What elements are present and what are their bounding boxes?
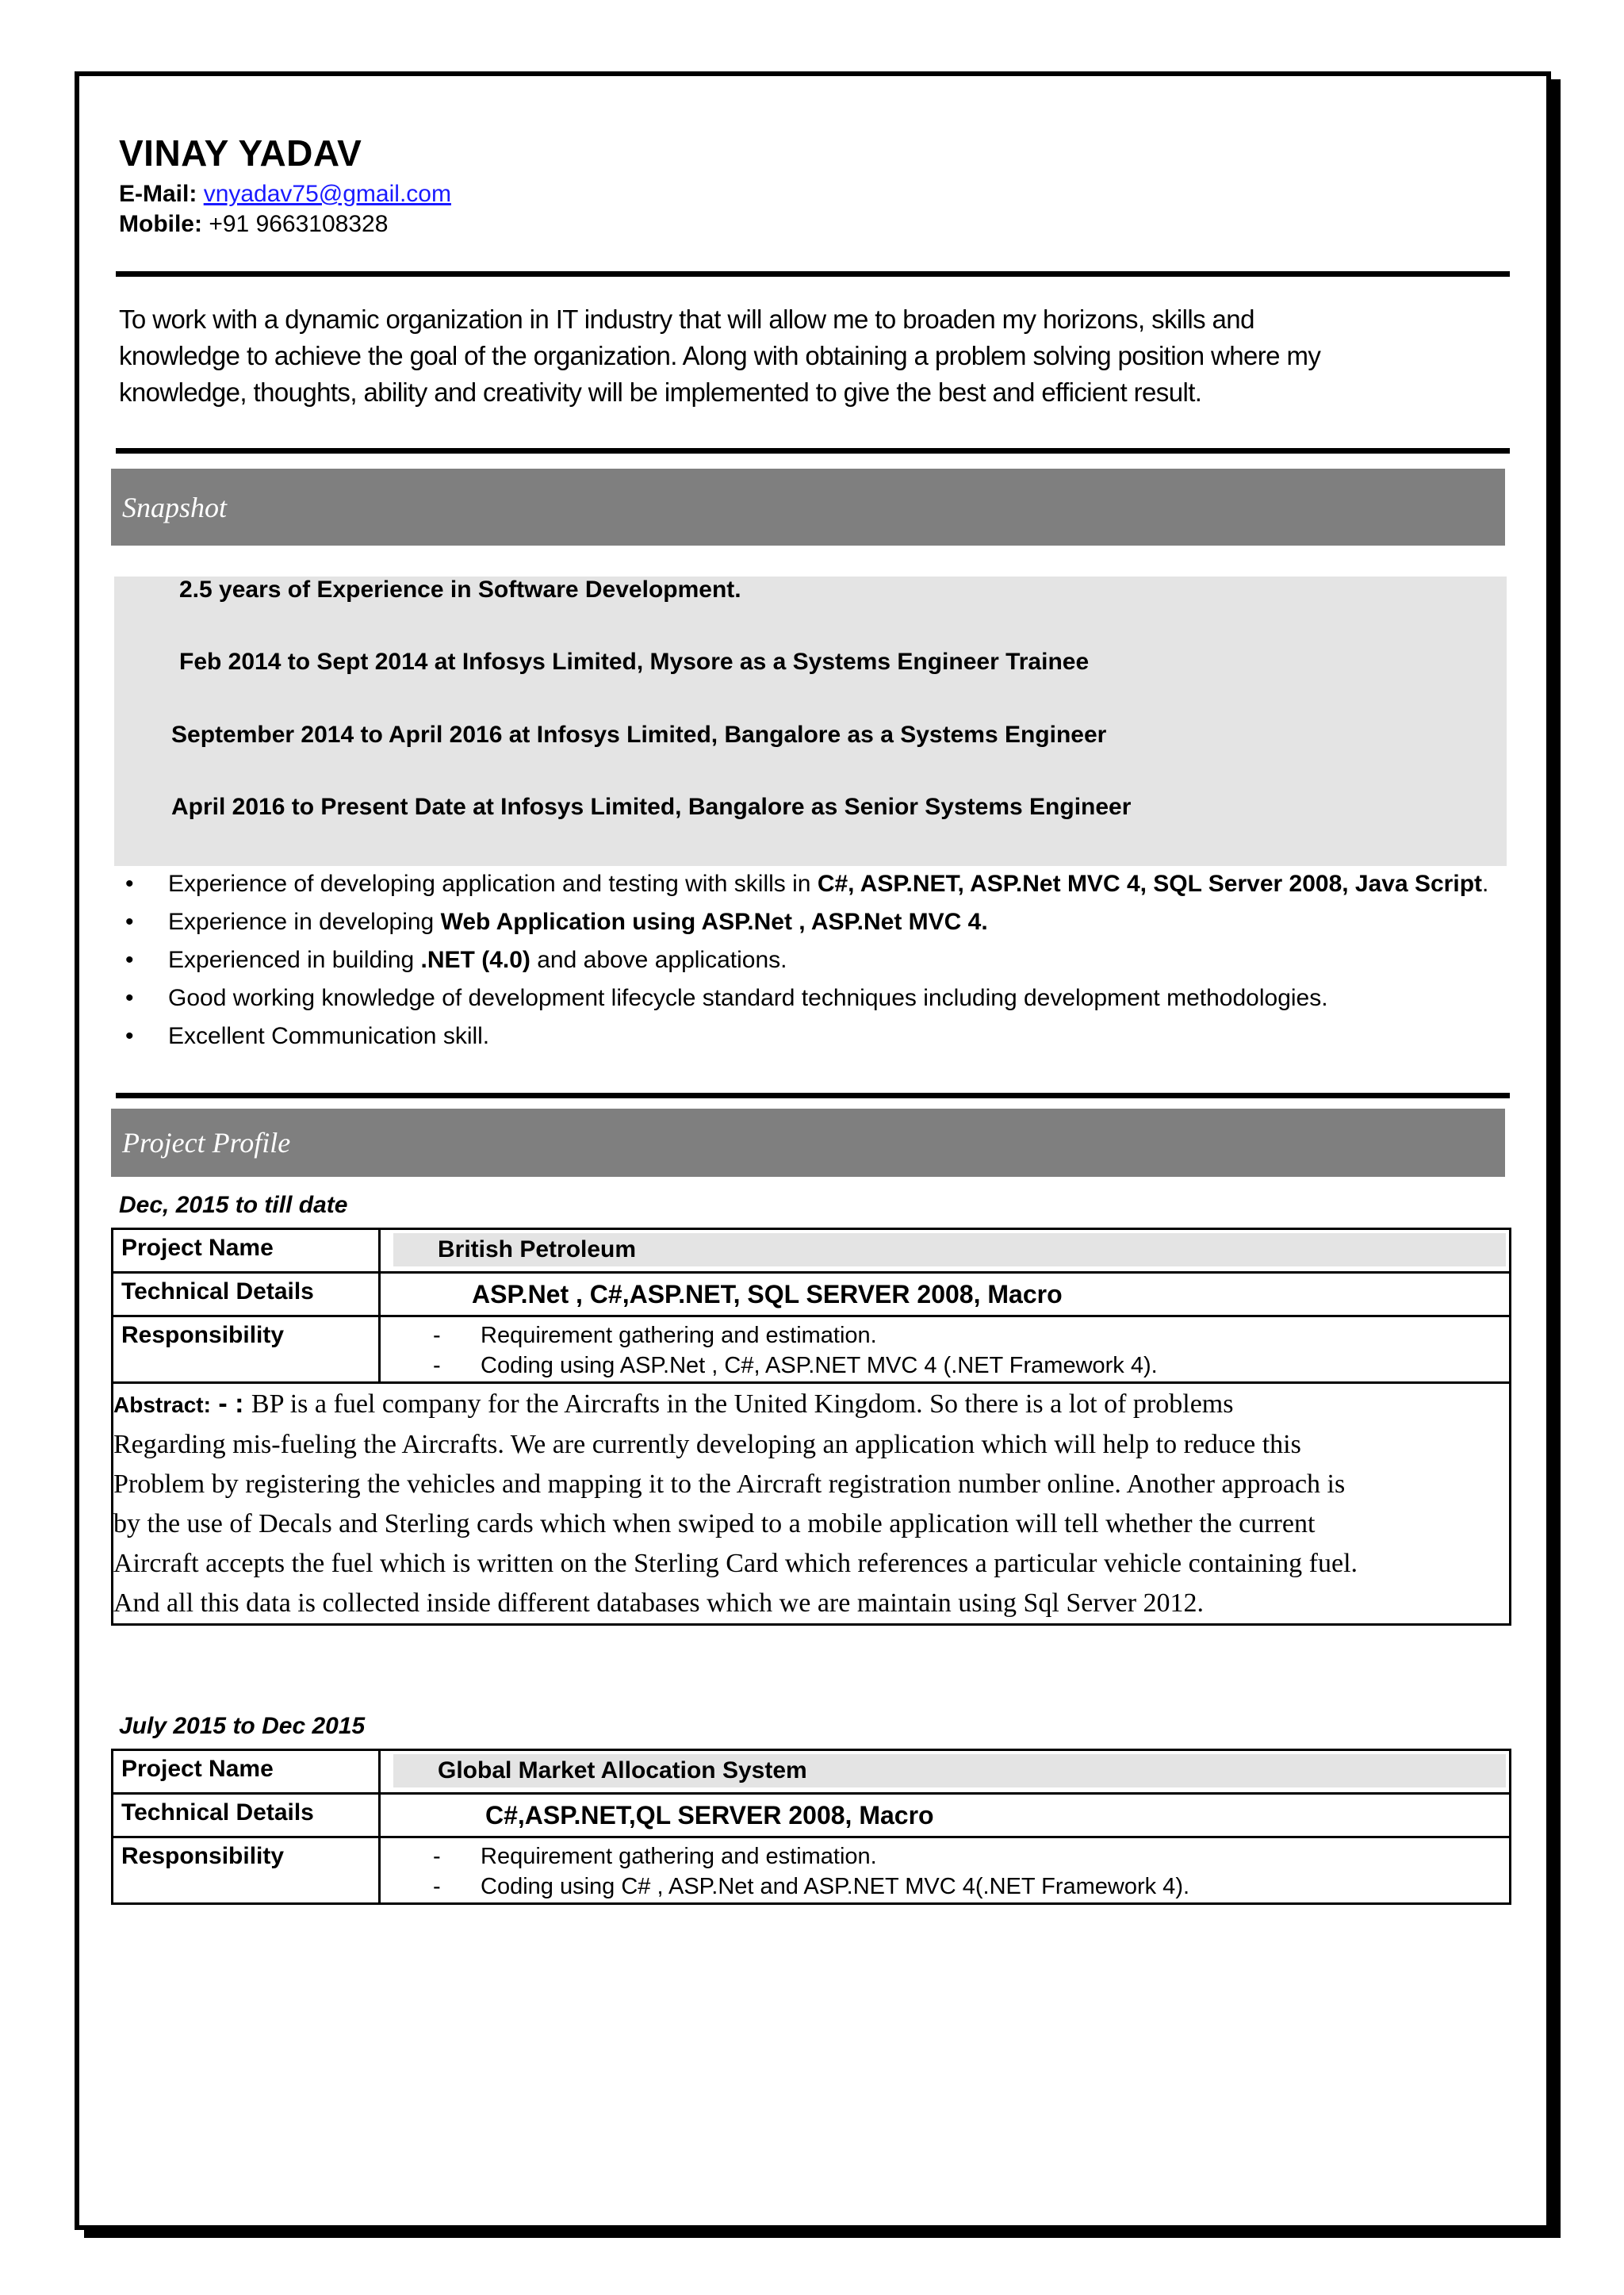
responsibility-label: Responsibility bbox=[113, 1316, 380, 1383]
table-row bbox=[113, 1383, 1511, 1625]
divider bbox=[116, 1093, 1510, 1098]
project-name-label: Project Name bbox=[113, 1750, 380, 1794]
responsibility-item: - Requirement gathering and estimation. bbox=[433, 1323, 877, 1348]
objective bbox=[119, 301, 1515, 411]
responsibility-label: Responsibility bbox=[113, 1837, 380, 1904]
list-item: • Experienced in building .NET (4.0) and above applications. bbox=[119, 944, 1507, 975]
list-item: • Experience of developing application and testing with skills in C#, ASP.NET, ASP.Net MVC 4, SQL Server 2008, Java Script. bbox=[119, 868, 1507, 899]
project-name-value: British Petroleum bbox=[393, 1233, 1506, 1266]
project-name-value: Global Market Allocation System bbox=[393, 1754, 1506, 1787]
project-table bbox=[111, 1749, 1511, 1905]
project-date: July 2015 to Dec 2015 bbox=[119, 1713, 366, 1739]
responsibility-item: - Requirement gathering and estimation. bbox=[433, 1844, 877, 1869]
technical-details-label: Technical Details bbox=[113, 1273, 380, 1316]
abstract-separator: - : bbox=[210, 1389, 251, 1419]
table-row bbox=[113, 1837, 1511, 1904]
table-row bbox=[113, 1750, 1511, 1794]
divider bbox=[116, 448, 1510, 454]
project-profile-heading: Project Profile bbox=[111, 1109, 1505, 1177]
technical-details-value: C#,ASP.NET,QL SERVER 2008, Macro bbox=[485, 1801, 934, 1829]
candidate-name: VINAY YADAV bbox=[119, 132, 362, 174]
technical-details-label: Technical Details bbox=[113, 1794, 380, 1837]
list-item: • Experience in developing Web Application using ASP.Net , ASP.Net MVC 4. bbox=[119, 906, 1507, 937]
responsibility-item: - Coding using C# , ASP.Net and ASP.NET MVC 4(.NET Framework 4). bbox=[433, 1874, 1190, 1899]
email-row bbox=[119, 181, 451, 208]
project-date: Dec, 2015 to till date bbox=[119, 1192, 348, 1218]
snapshot-line: Feb 2014 to Sept 2014 at Infosys Limited, Mysore as a Systems Engineer Trainee bbox=[179, 649, 1090, 675]
responsibility-item: - Coding using ASP.Net , C#, ASP.NET MVC 4 (.NET Framework 4). bbox=[433, 1353, 1158, 1378]
table-row bbox=[113, 1229, 1511, 1273]
divider bbox=[116, 271, 1510, 277]
table-row bbox=[113, 1794, 1511, 1837]
email-link[interactable]: vnyadav75@gmail.com bbox=[203, 181, 451, 207]
mobile-label: Mobile: bbox=[119, 211, 202, 237]
project-table bbox=[111, 1228, 1511, 1626]
table-row bbox=[113, 1316, 1511, 1383]
technical-details-value: ASP.Net , C#,ASP.NET, SQL SERVER 2008, Macro bbox=[472, 1280, 1063, 1308]
list-item: • Good working knowledge of development lifecycle standard techniques including development methodologies. bbox=[119, 983, 1507, 1013]
mobile-row bbox=[119, 211, 388, 238]
snapshot-line: April 2016 to Present Date at Infosys Limited, Bangalore as Senior Systems Engineer bbox=[171, 794, 1132, 820]
snapshot-heading: Snapshot bbox=[111, 469, 1505, 546]
objective-line: To work with a dynamic organization in IT industry that will allow me to broaden my horizons, skills and bbox=[119, 305, 1254, 334]
project-name-label: Project Name bbox=[113, 1229, 380, 1273]
skills-list bbox=[119, 868, 1507, 1059]
project-abstract: Abstract: - : BP is a fuel company for the Aircrafts in the United Kingdom. So there is a lot of problems Regarding mis-fueling the Aircrafts. We are currently developing an application which will help to reduce this Problem by registering the vehicles and mapping it to the Aircraft registration number online. Another approach is by the use of Decals and Sterling cards which when swiped to a mobile application will tell whether the current Aircraft accepts the fuel which is written on the Sterling Card which references a particular vehicle containing fuel. And all this data is collected inside different databases which we are maintain using Sql Server 2012. bbox=[113, 1383, 1511, 1625]
snapshot-line: 2.5 years of Experience in Software Development. bbox=[179, 577, 741, 603]
objective-line: knowledge to achieve the goal of the organization. Along with obtaining a problem solving position where my bbox=[119, 341, 1321, 370]
objective-line: knowledge, thoughts, ability and creativity will be implemented to give the best and efficient result. bbox=[119, 377, 1202, 407]
email-label: E-Mail: bbox=[119, 181, 197, 207]
abstract-label: Abstract: bbox=[113, 1393, 211, 1417]
table-row bbox=[113, 1273, 1511, 1316]
mobile-number: +91 9663108328 bbox=[209, 211, 389, 237]
list-item: • Excellent Communication skill. bbox=[119, 1021, 1507, 1052]
snapshot-line: September 2014 to April 2016 at Infosys Limited, Bangalore as a Systems Engineer bbox=[171, 722, 1107, 748]
